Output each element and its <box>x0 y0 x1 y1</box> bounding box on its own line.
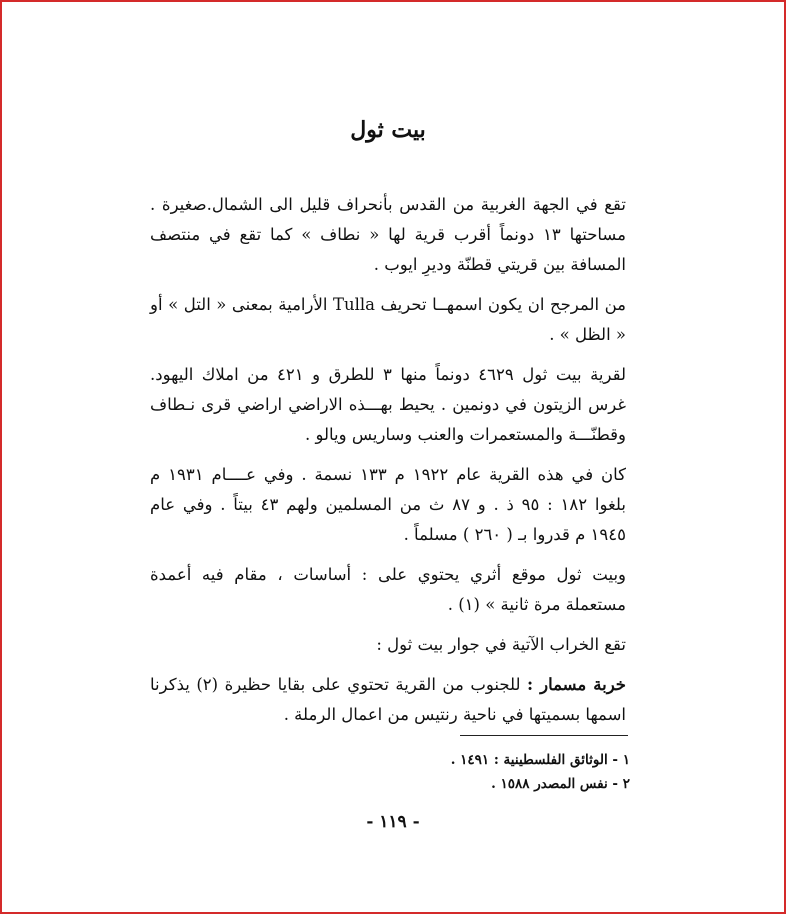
document-body <box>150 110 626 740</box>
paragraph-land: لقرية بيت ثول ٤٦٢٩ دونماً منها ٣ للطرق و ٤٢١ من املاك اليهود. غرس الزيتون في دونمين . يحيط بهـــذه الاراضي اراضي قرى نـطاف وقطنّـــة والمستعمرات والعنب وساريس ويالو . <box>150 365 626 444</box>
paragraph-ruins-intro: تقع الخراب الآتية في جوار بيت ثول : <box>376 635 626 654</box>
khirba-text: للجنوب من القرية تحتوي على بقايا حظيرة (٢) يذكرنا اسمها بسميتها في ناحية رنتيس من اعمال الرملة . <box>150 675 626 724</box>
footnote-1: ١ - الوثائق الفلسطينية : ١٤٩١ . <box>450 752 630 768</box>
footnotes <box>380 748 630 796</box>
paragraph-khirba-mismar <box>150 670 626 730</box>
footnote-divider <box>460 735 628 736</box>
page-title: بيت ثول <box>350 117 426 143</box>
page-number: - ١١٩ - <box>366 812 420 832</box>
paragraph-archaeology: وبيت ثول موقع أثري يحتوي على : أساسات ، مقام فيه أعمدة مستعملة مرة ثانية » (١) . <box>150 565 626 614</box>
paragraph-etymology: من المرجح ان يكون اسمهــا تحريف Tulla الأرامية بمعنى « التل » أو « الظل » . <box>150 295 626 344</box>
paragraph-location: تقع في الجهة الغربية من القدس بأنحراف قليل الى الشمال.صغيرة . مساحتها ١٣ دونماً أقرب قرية لها « نطاف » كما تقع في منتصف المسافة بين قريتي قطنّة وديرِ ايوب . <box>150 195 626 274</box>
footnote-2: ٢ - نفس المصدر ١٥٨٨ . <box>491 776 630 792</box>
paragraph-population: كان في هذه القرية عام ١٩٢٢ م ١٣٣ نسمة . وفي عــــام ١٩٣١ م بلغوا ١٨٢ : ٩٥ ذ . و ٨٧ ث من المسلمين ولهم ٤٣ بيتاً . وفي عام ١٩٤٥ م قدروا بـ ( ٢٦٠ ) مسلماً . <box>150 465 627 544</box>
khirba-label: خربة مسمار : <box>527 675 626 694</box>
